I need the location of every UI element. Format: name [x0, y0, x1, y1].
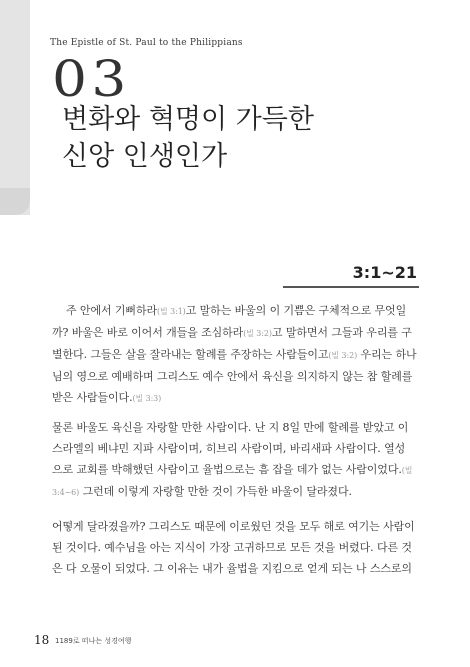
- side-tab: [0, 0, 30, 215]
- verse-citation: (빌 3:3): [132, 394, 162, 403]
- paragraph-line: [52, 459, 418, 481]
- body-paragraph-3: [52, 516, 418, 579]
- chapter-title-line2: 신앙 인생인가: [62, 141, 228, 172]
- body-text: 님의 영으로 예배하며 그리스도 예수 안에서 육신을 의지하지 않는 참 할례를: [52, 370, 413, 383]
- paragraph-line: [52, 366, 418, 387]
- body-text: 그런데 이렇게 자랑할 만한 것이 가득한 바울이 달라졌다.: [79, 485, 352, 498]
- body-text: 물론 바울도 육신을 자랑할 만한 사람이다. 난 지 8일 만에 할례를 받았고 이: [52, 421, 409, 434]
- side-tab-cap: [0, 188, 30, 215]
- body-text: 까? 바울은 바로 이어서 개들을 조심하라: [52, 326, 244, 339]
- body-text: 고 말하면서 그들과 우리를 구: [271, 326, 412, 339]
- chapter-title-line1: 변화와 혁명이 가득한: [62, 104, 314, 135]
- paragraph-line: [52, 481, 418, 503]
- verse-citation: (빌 3:2): [243, 329, 272, 338]
- verse-citation: (빌 3:2): [328, 351, 358, 360]
- body-paragraph-1: [52, 300, 418, 409]
- paragraph-line: [52, 537, 418, 558]
- scripture-reference: 3:1~21: [352, 263, 417, 282]
- running-head: The Epistle of St. Paul to the Philippians: [50, 38, 243, 48]
- body-text: 은 다 오물이 되었다. 그 이유는 내가 율법을 지킴으로 얻게 되는 나 스스로의: [52, 562, 412, 575]
- body-text: 으로 교회를 박해했던 사람이고 율법으로는 흠 잡을 데가 없는 사람이었다.: [52, 463, 402, 476]
- book-title: 1189로 떠나는 성경여행: [55, 637, 132, 645]
- body-paragraph-2: [52, 417, 418, 503]
- paragraph-line: [52, 300, 418, 322]
- paragraph-line: [52, 322, 418, 344]
- body-text: 어떻게 달라졌을까? 그리스도 때문에 이로웠던 것을 모두 해로 여기는 사람이: [52, 520, 415, 533]
- paragraph-line: [52, 387, 418, 409]
- page-number: 18: [34, 633, 50, 647]
- body-text: 주 안에서 기뻐하라: [66, 304, 158, 317]
- body-text: 스라엘의 베냐민 지파 사람이며, 히브리 사람이며, 바리새파 사람이다. 열성: [52, 442, 406, 455]
- paragraph-line: [52, 438, 418, 459]
- paragraph-line: [52, 344, 418, 366]
- verse-citation: (빌: [401, 466, 413, 475]
- body-text: 우리는 하나: [357, 348, 417, 361]
- body-text: 된 것이다. 예수님을 아는 지식이 가장 고귀하므로 모든 것을 버렸다. 다른 것: [52, 541, 412, 554]
- paragraph-line: [52, 516, 418, 537]
- verse-citation: (빌 3:1): [157, 307, 186, 316]
- verse-citation: 3:4~6): [52, 488, 80, 497]
- body-text: 고 말하는 바울의 이 기쁨은 구체적으로 무엇일: [185, 304, 407, 317]
- reference-underline: [283, 286, 419, 288]
- body-text: 별한다. 그들은 살을 잘라내는 할례를 주장하는 사람들이고: [52, 348, 329, 361]
- paragraph-line: [52, 558, 418, 579]
- chapter-number: 03: [52, 50, 131, 108]
- paragraph-line: [52, 417, 418, 438]
- body-text: 받은 사람들이다.: [52, 391, 133, 404]
